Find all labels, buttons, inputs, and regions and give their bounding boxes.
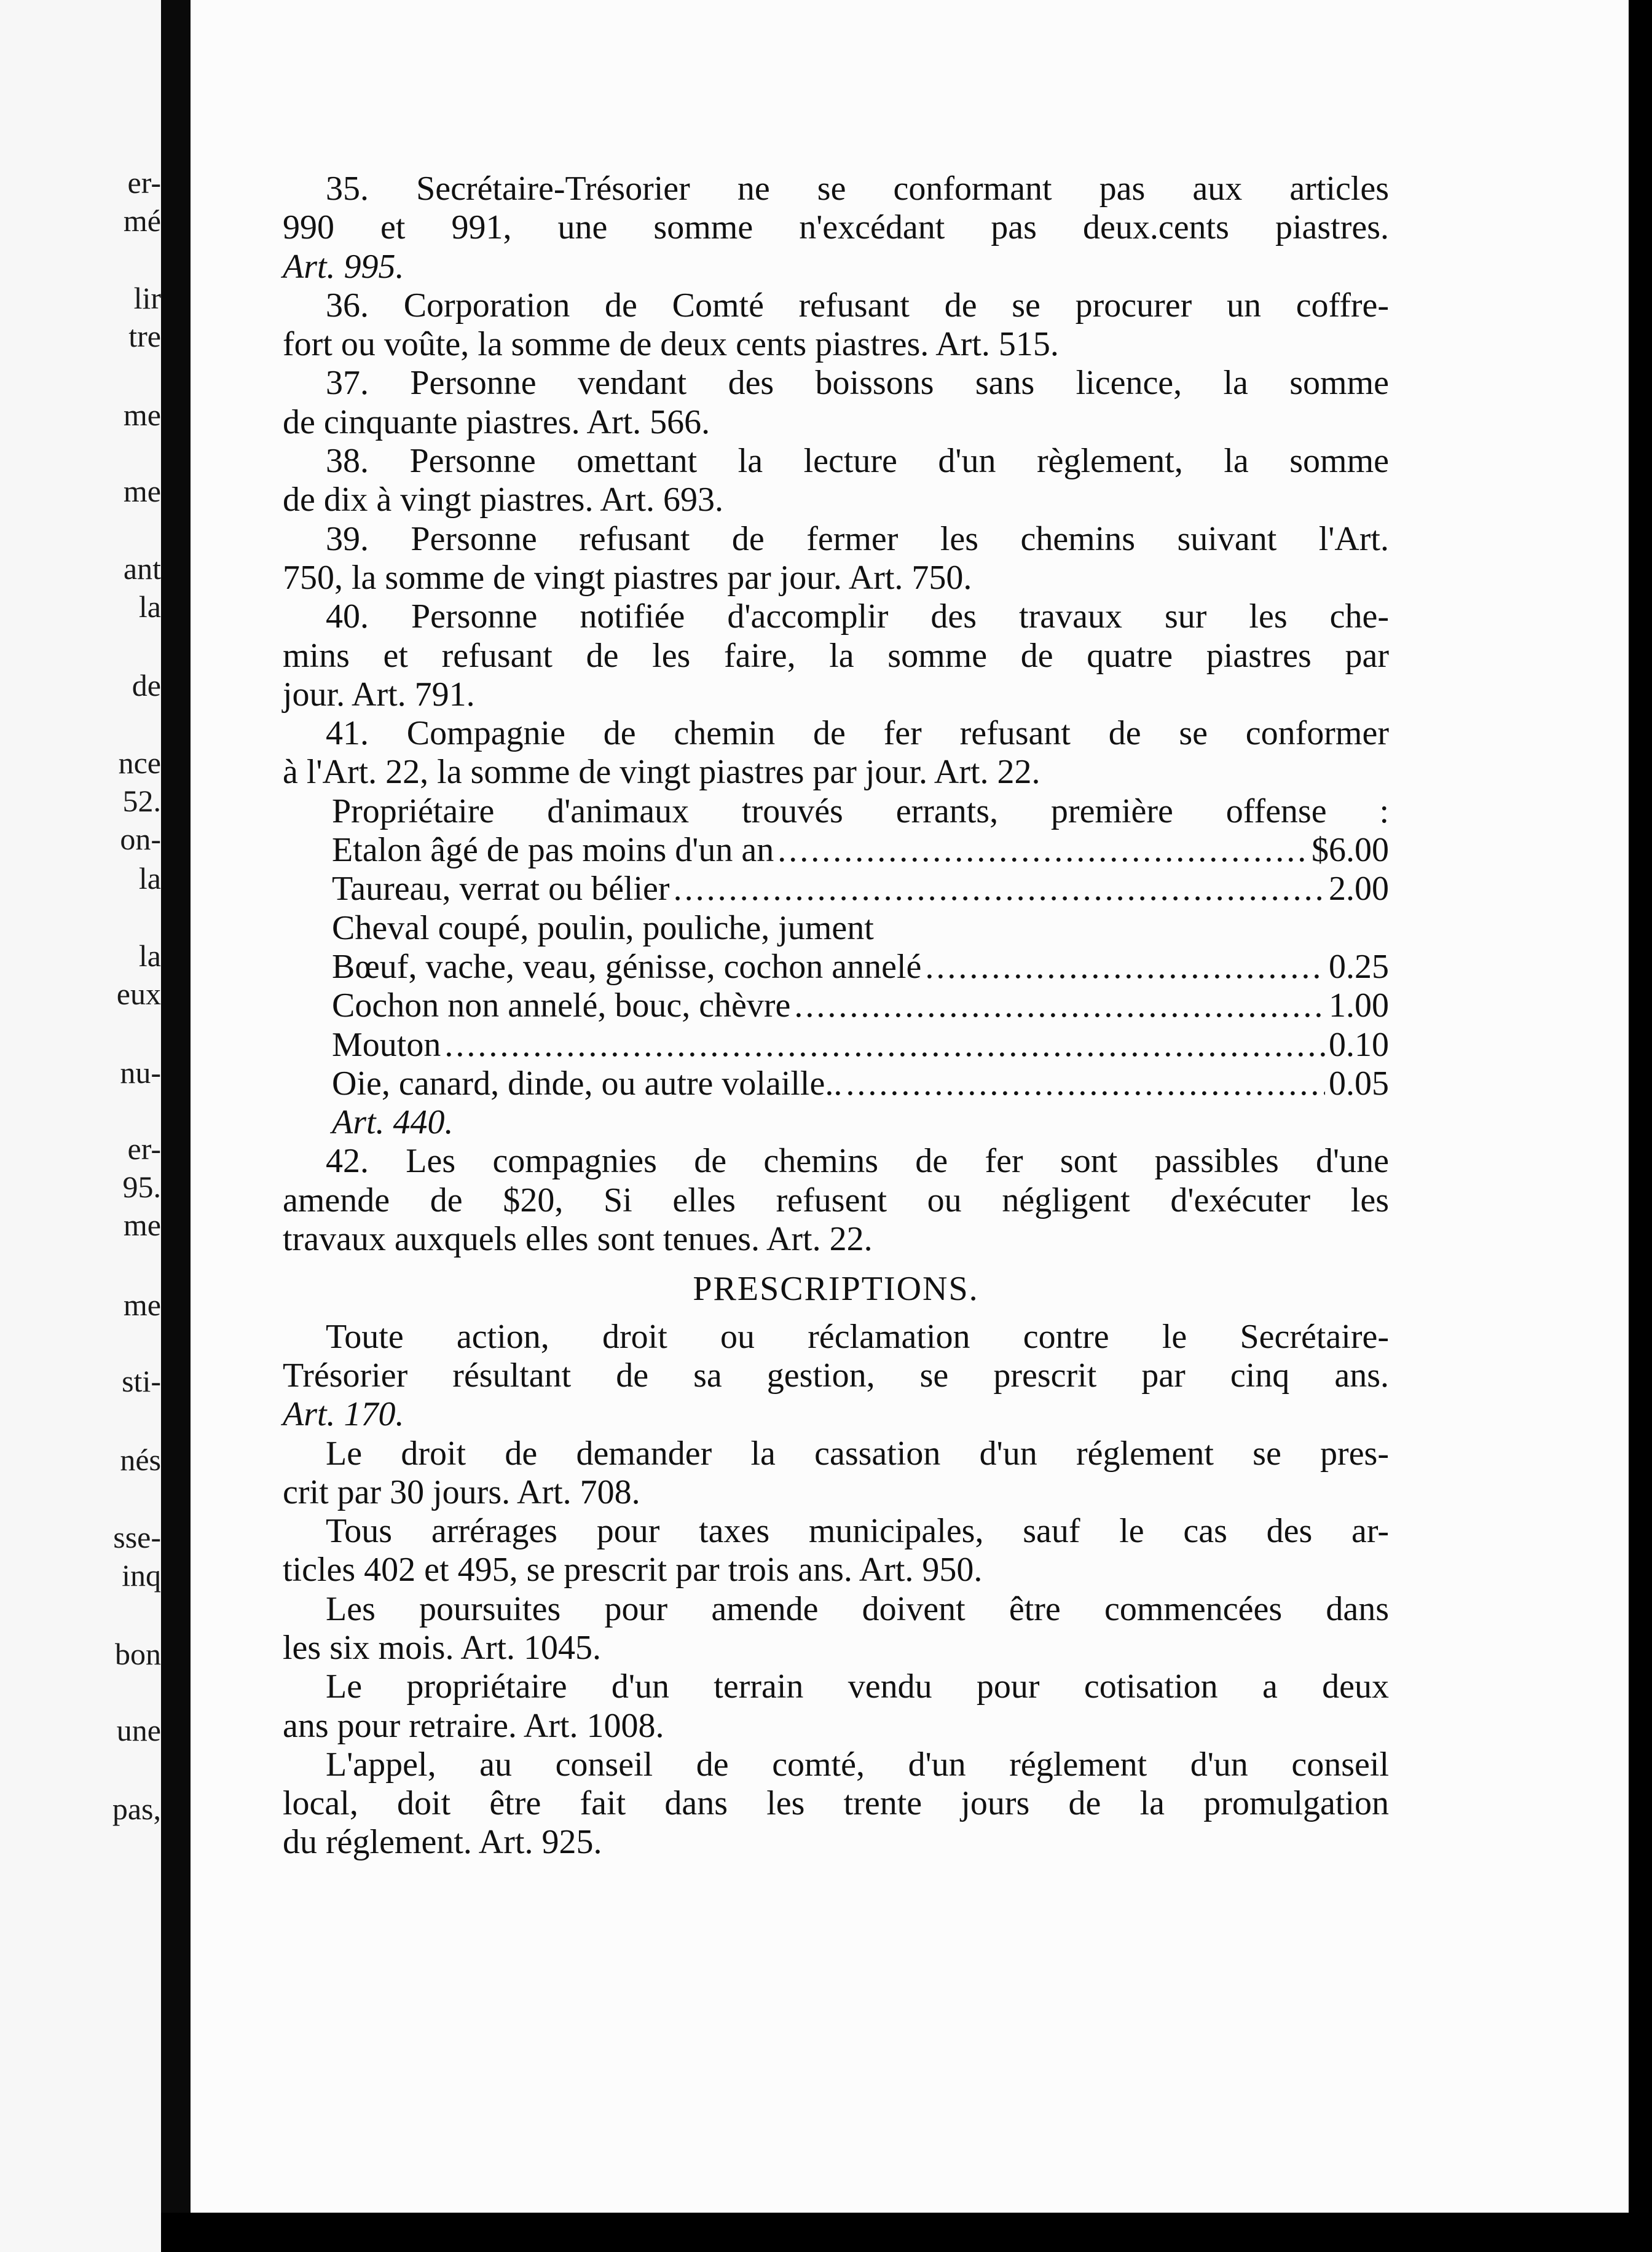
fine-label: Cochon non annelé, bouc, chèvre (332, 986, 791, 1025)
text-line: Art. 995. (283, 247, 404, 286)
text-line: Tous arrérages pour taxes municipales, sauf le cas des ar- (326, 1512, 1389, 1551)
text-line: 38. Personne omettant la lecture d'un règlement, la somme (326, 442, 1389, 481)
text-line: Toute action, droit ou réclamation contre le Secrétaire- (326, 1317, 1389, 1356)
text-line: fort ou voûte, la somme de deux cents piastres. Art. 515. (283, 325, 1059, 364)
facing-page-fragment: sse- (113, 1520, 161, 1554)
text-line: 42. Les compagnies de chemins de fer sont passibles d'une (326, 1142, 1389, 1181)
facing-page-fragment: eux (116, 977, 161, 1011)
text-line: ans pour retraire. Art. 1008. (283, 1706, 664, 1745)
facing-page-fragment: on- (120, 822, 161, 856)
fine-amount: 0.10 (1329, 1025, 1389, 1064)
facing-page-fragment: tre (128, 319, 161, 353)
fine-amount: 0.05 (1329, 1064, 1389, 1103)
facing-page-fragment: me (123, 1288, 161, 1322)
fine-amount: $6.00 (1312, 831, 1389, 870)
text-line: 990 et 991, une somme n'excédant pas deux.cents piastres. (283, 208, 1389, 247)
facing-page-fragment: me (123, 474, 161, 508)
facing-page-fragment: nce (118, 746, 161, 780)
text-line: Le droit de demander la cassation d'un réglement se pres- (326, 1434, 1389, 1473)
fine-row (283, 909, 1389, 948)
dot-leader (846, 1065, 1325, 1103)
facing-page-fragment: 52. (122, 784, 161, 818)
fine-amount: 1.00 (1329, 986, 1389, 1025)
text-line: 41. Compagnie de chemin de fer refusant de se conformer (326, 714, 1389, 753)
facing-page-fragment: nés (120, 1443, 161, 1477)
facing-page-fragment: me (123, 398, 161, 432)
dot-leader (444, 1026, 1325, 1065)
fine-row (283, 1026, 1389, 1065)
text-line: local, doit être fait dans les trente jours de la promulgation (283, 1784, 1389, 1823)
facing-page-edge (0, 0, 161, 2252)
facing-page-fragment: la (138, 589, 161, 624)
section-title: PRESCRIPTIONS. (693, 1270, 979, 1309)
dot-leader (777, 831, 1308, 870)
facing-page-fragment: sti- (122, 1364, 161, 1398)
text-line: jour. Art. 791. (283, 675, 475, 714)
fine-row (283, 870, 1389, 908)
facing-page-fragment: ant (123, 551, 161, 586)
facing-page-fragment: pas, (112, 1792, 161, 1826)
article-reference: Art. 440. (332, 1103, 454, 1142)
text-line: crit par 30 jours. Art. 708. (283, 1473, 640, 1511)
text-line: les six mois. Art. 1045. (283, 1628, 602, 1667)
text-line: 750, la somme de vingt piastres par jour. Art. 750. (283, 558, 972, 597)
fine-row (283, 948, 1389, 986)
text-line: Les poursuites pour amende doivent être commencées dans (326, 1589, 1389, 1628)
facing-page-fragment: la (138, 939, 161, 973)
text-line: Trésorier résultant de sa gestion, se prescrit par cinq ans. (283, 1356, 1389, 1395)
dot-leader (794, 986, 1325, 1025)
fine-label: Cheval coupé, poulin, pouliche, jument (332, 908, 874, 947)
facing-page-fragment: mé (123, 203, 161, 238)
fine-label: Bœuf, vache, veau, génisse, cochon annelé (332, 947, 922, 986)
facing-page-fragment: la (138, 861, 161, 896)
text-line: 37. Personne vendant des boissons sans licence, la somme (326, 364, 1389, 403)
scan-border (161, 2213, 1652, 2252)
fine-amount: 0.25 (1329, 947, 1389, 986)
page-text (283, 170, 1389, 1862)
facing-page-fragment: lir (133, 281, 161, 315)
fine-row (283, 831, 1389, 870)
text-line: Art. 170. (283, 1395, 404, 1434)
dot-leader (674, 870, 1325, 908)
text-line: amende de $20, Si elles refusent ou négligent d'exécuter les (283, 1181, 1389, 1219)
text-line: Le propriétaire d'un terrain vendu pour cotisation a deux (326, 1667, 1389, 1706)
dot-leader (925, 948, 1325, 986)
text-line: Propriétaire d'animaux trouvés errants, première offense : (332, 792, 1389, 830)
facing-page-fragment: bon (115, 1637, 161, 1671)
facing-page-fragment: 95. (122, 1170, 161, 1204)
fine-label: Mouton (332, 1025, 441, 1064)
text-line: de cinquante piastres. Art. 566. (283, 403, 710, 441)
facing-page-fragment: une (116, 1713, 161, 1747)
text-line: à l'Art. 22, la somme de vingt piastres par jour. Art. 22. (283, 753, 1040, 792)
fine-row (283, 986, 1389, 1025)
text-line: 39. Personne refusant de fermer les chemins suivant l'Art. (326, 519, 1389, 558)
text-line: 40. Personne notifiée d'accomplir des travaux sur les che- (326, 597, 1389, 636)
facing-page-fragment: me (123, 1208, 161, 1242)
facing-page-fragment: de (132, 668, 161, 703)
facing-page-fragment: er- (127, 1132, 161, 1166)
facing-page-fragment: er- (127, 165, 161, 200)
text-line: 35. Secrétaire-Trésorier ne se conformant pas aux articles (326, 170, 1389, 208)
text-line: travaux auxquels elles sont tenues. Art. 22. (283, 1220, 873, 1259)
fine-row (283, 1065, 1389, 1103)
text-line: du réglement. Art. 925. (283, 1823, 602, 1862)
text-line: ticles 402 et 495, se prescrit par trois ans. Art. 950. (283, 1551, 983, 1589)
facing-page-fragment: inq (122, 1558, 161, 1593)
book-gutter (161, 0, 191, 2252)
fine-label: Taureau, verrat ou bélier (332, 870, 670, 908)
text-line: mins et refusant de les faire, la somme de quatre piastres par (283, 636, 1389, 675)
fine-amount: 2.00 (1329, 870, 1389, 908)
text-line: de dix à vingt piastres. Art. 693. (283, 481, 724, 519)
text-line: 36. Corporation de Comté refusant de se procurer un coffre- (326, 286, 1389, 325)
text-line: L'appel, au conseil de comté, d'un réglement d'un conseil (326, 1745, 1389, 1784)
fine-label: Oie, canard, dinde, ou autre volaille.. (332, 1064, 843, 1103)
facing-page-fragment: nu- (120, 1055, 161, 1090)
fine-label: Etalon âgé de pas moins d'un an (332, 831, 774, 870)
